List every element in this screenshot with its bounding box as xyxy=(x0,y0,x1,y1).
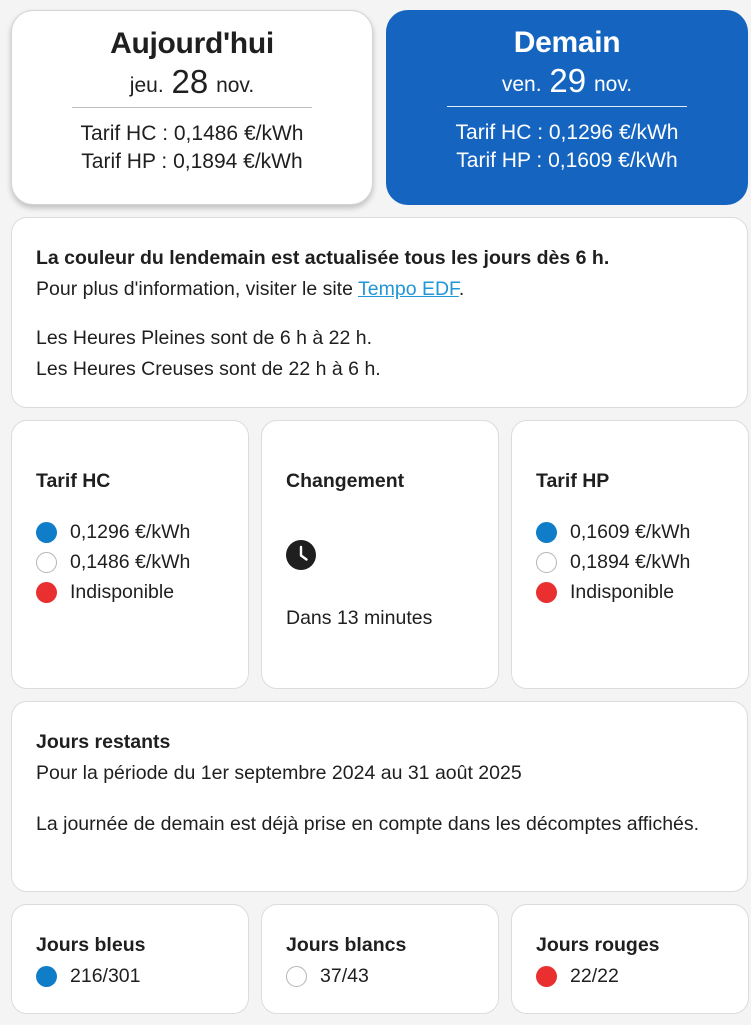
today-date xyxy=(72,65,312,108)
info-card xyxy=(11,217,748,408)
today-hp-tarif: Tarif HP : 0,1894 €/kWh xyxy=(81,150,303,173)
today-day: 28 xyxy=(171,63,209,100)
clock-icon xyxy=(286,540,316,570)
info-more-prefix: Pour plus d'information, visiter le site xyxy=(36,278,359,300)
jours-blancs-title: Jours blancs xyxy=(286,934,407,956)
jours-restants-note: La journée de demain est déjà prise en compte dans les décomptes affichés. xyxy=(36,813,700,835)
hp-hours-text: Les Heures Pleines sont de 6 h à 22 h. xyxy=(36,327,373,349)
jours-blancs-card xyxy=(261,904,499,1014)
white-dot-icon xyxy=(286,966,307,987)
jours-restants-card xyxy=(11,701,748,892)
tomorrow-date xyxy=(447,64,687,107)
hc-hours-text: Les Heures Creuses sont de 22 h à 6 h. xyxy=(36,358,381,380)
tempo-edf-link[interactable]: Tempo EDF xyxy=(358,278,459,300)
jours-blancs-value: 37/43 xyxy=(320,964,369,987)
jours-bleus-value: 216/301 xyxy=(70,964,141,987)
jours-rouges-title: Jours rouges xyxy=(536,934,660,956)
changement-text: Dans 13 minutes xyxy=(286,607,433,629)
today-hc-tarif: Tarif HC : 0,1486 €/kWh xyxy=(80,122,304,145)
tarif-hp-red-row xyxy=(536,577,724,607)
tarif-hc-card xyxy=(11,420,249,689)
tarif-hp-red-value: Indisponible xyxy=(570,580,675,603)
tomorrow-day: 29 xyxy=(549,62,587,99)
blue-dot-icon xyxy=(36,522,57,543)
tomorrow-card xyxy=(386,10,748,205)
tarif-hc-white-value: 0,1486 €/kWh xyxy=(70,550,191,573)
tarif-hc-white-row xyxy=(36,547,224,577)
tomorrow-title: Demain xyxy=(513,26,621,59)
tarif-hp-title: Tarif HP xyxy=(536,470,610,492)
today-month: nov. xyxy=(216,74,255,97)
tarif-hc-blue-value: 0,1296 €/kWh xyxy=(70,520,191,543)
tarif-hp-card xyxy=(511,420,749,689)
tomorrow-hc-tarif: Tarif HC : 0,1296 €/kWh xyxy=(455,121,679,144)
red-dot-icon xyxy=(536,966,557,987)
info-more-suffix: . xyxy=(458,278,465,300)
tarif-hp-white-row xyxy=(536,547,724,577)
today-weekday: jeu. xyxy=(129,74,164,97)
tarif-hc-title: Tarif HC xyxy=(36,470,111,492)
jours-bleus-row xyxy=(36,961,224,991)
blue-dot-icon xyxy=(36,966,57,987)
changement-card xyxy=(261,420,499,689)
tarif-hc-blue-row xyxy=(36,517,224,547)
jours-rouges-row xyxy=(536,961,724,991)
today-title: Aujourd'hui xyxy=(110,27,274,60)
tomorrow-weekday: ven. xyxy=(501,73,542,96)
tarif-hc-red-row xyxy=(36,577,224,607)
tarif-hc-red-value: Indisponible xyxy=(70,580,175,603)
jours-rouges-card xyxy=(511,904,749,1014)
red-dot-icon xyxy=(36,582,57,603)
red-dot-icon xyxy=(536,582,557,603)
white-dot-icon xyxy=(36,552,57,573)
jours-blancs-row xyxy=(286,961,474,991)
jours-restants-period: Pour la période du 1er septembre 2024 au 31 août 2025 xyxy=(36,762,522,784)
white-dot-icon xyxy=(536,552,557,573)
jours-bleus-card xyxy=(11,904,249,1014)
tarif-hp-blue-value: 0,1609 €/kWh xyxy=(570,520,691,543)
blue-dot-icon xyxy=(536,522,557,543)
tomorrow-hp-tarif: Tarif HP : 0,1609 €/kWh xyxy=(456,149,678,172)
info-more xyxy=(36,274,723,305)
today-card xyxy=(11,10,373,205)
tomorrow-month: nov. xyxy=(593,73,633,96)
info-lead: La couleur du lendemain est actualisée tous les jours dès 6 h. xyxy=(36,247,610,269)
tarif-hp-blue-row xyxy=(536,517,724,547)
jours-restants-title: Jours restants xyxy=(36,731,171,753)
jours-rouges-value: 22/22 xyxy=(570,964,619,987)
changement-title: Changement xyxy=(286,470,405,492)
tarif-hp-white-value: 0,1894 €/kWh xyxy=(570,550,691,573)
jours-bleus-title: Jours bleus xyxy=(36,934,146,956)
